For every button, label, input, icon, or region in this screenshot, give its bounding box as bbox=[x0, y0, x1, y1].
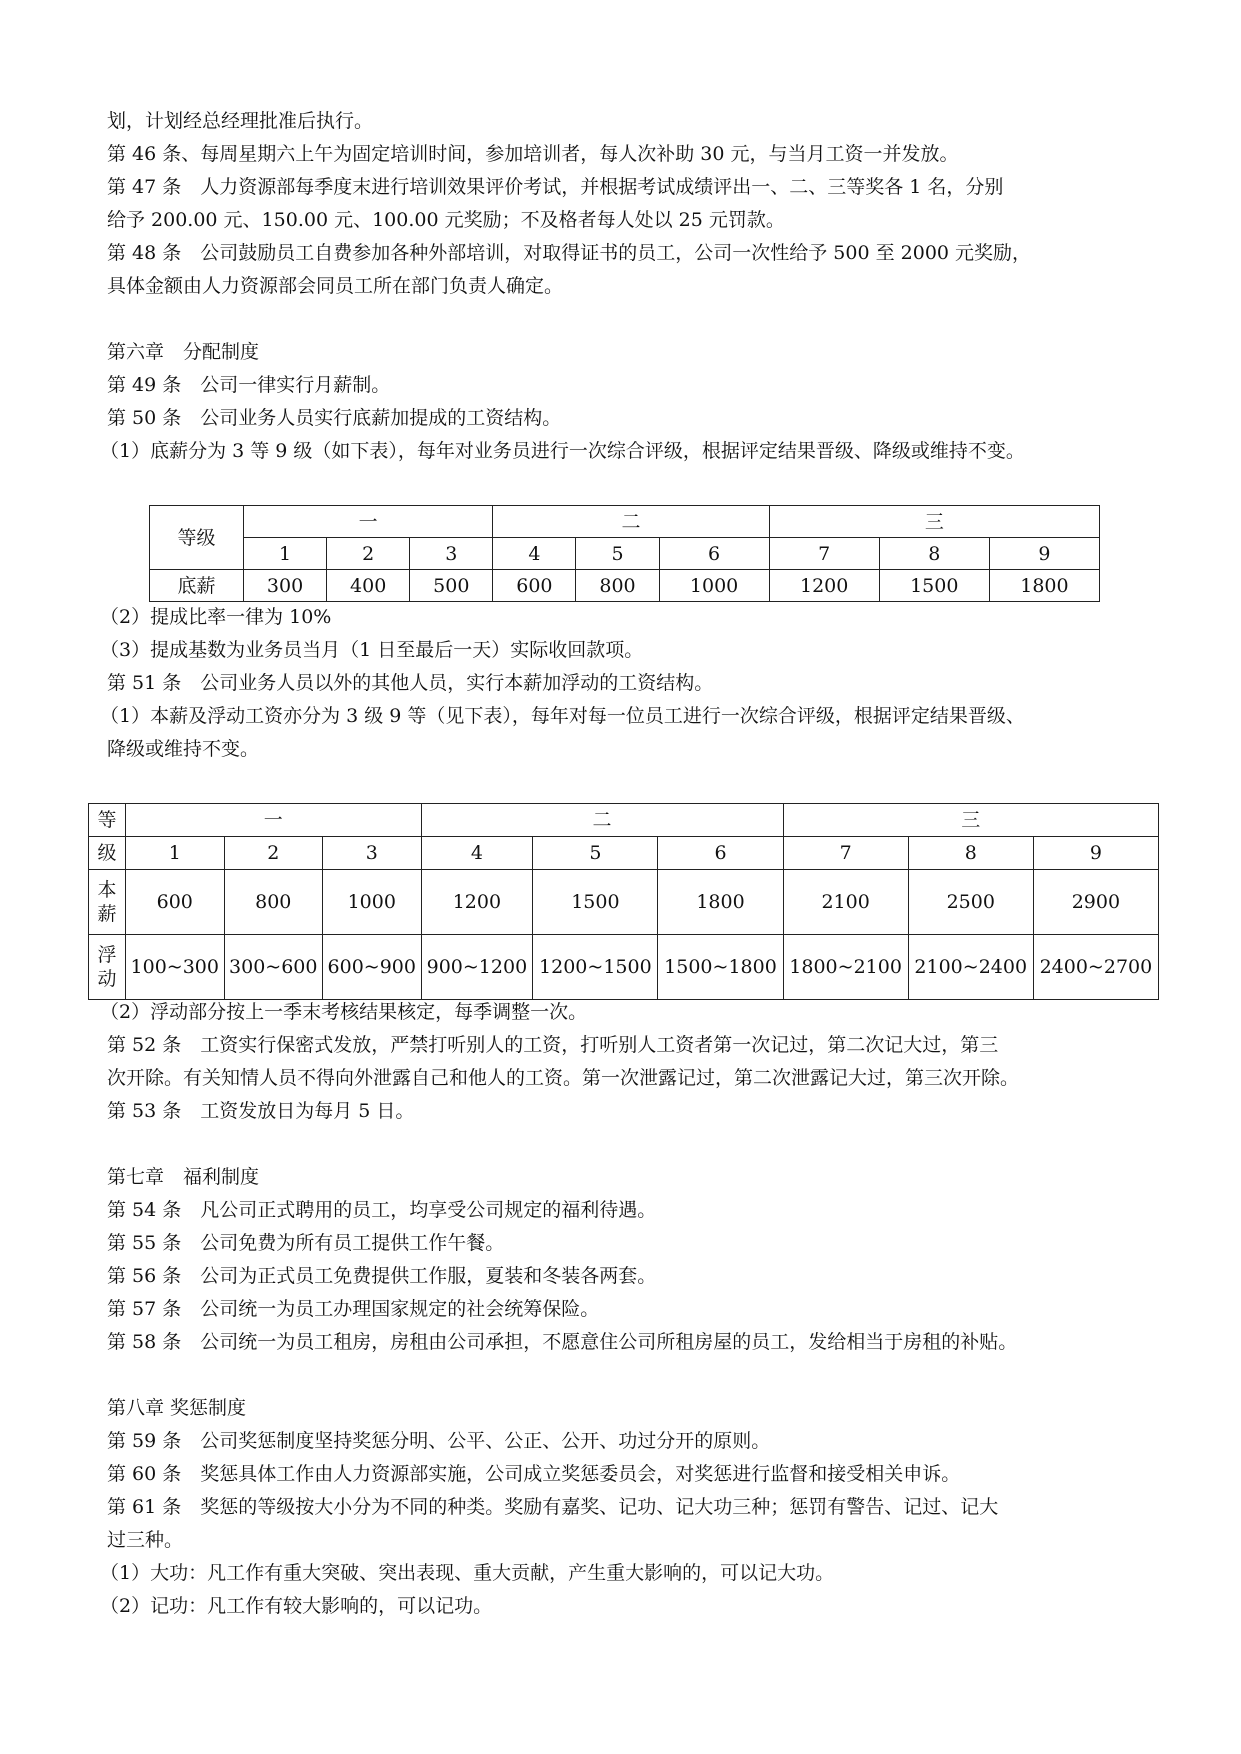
floating-pay-cell: 100~300 bbox=[126, 935, 225, 1000]
salary-cell: 800 bbox=[576, 570, 659, 602]
level-cell: 6 bbox=[658, 837, 783, 870]
group-header: 三 bbox=[783, 804, 1158, 837]
text-line: （1）底薪分为 3 等 9 级（如下表），每年对业务员进行一次综合评级，根据评定结果晋级、降级或维持不变。 bbox=[100, 440, 1025, 462]
article-50: 第 50 条 公司业务人员实行底薪加提成的工资结构。 bbox=[107, 407, 562, 429]
level-cell: 8 bbox=[908, 837, 1033, 870]
group-header: 二 bbox=[493, 506, 769, 538]
chapter-8-heading: 第八章 奖惩制度 bbox=[107, 1397, 247, 1419]
group-header: 三 bbox=[769, 506, 1099, 538]
group-header: 二 bbox=[421, 804, 783, 837]
article-54: 第 54 条 凡公司正式聘用的员工，均享受公司规定的福利待遇。 bbox=[107, 1199, 657, 1221]
article-46: 第 46 条、每周星期六上午为固定培训时间，参加培训者，每人次补助 30 元，与当月工资一并发放。 bbox=[107, 143, 959, 165]
article-58: 第 58 条 公司统一为员工租房，房租由公司承担，不愿意住公司所租房屋的员工，发给相当于房租的补贴。 bbox=[107, 1331, 1018, 1353]
label-char: 本 bbox=[97, 879, 117, 901]
text-line: （2）提成比率一律为 10% bbox=[100, 606, 332, 628]
level-cell: 7 bbox=[783, 837, 908, 870]
salary-cell: 300 bbox=[244, 570, 327, 602]
level-cell: 2 bbox=[327, 538, 410, 570]
article-48: 第 48 条 公司鼓励员工自费参加各种外部培训，对取得证书的员工，公司一次性给予 500 至 2000 元奖励， bbox=[107, 242, 1032, 264]
article-55: 第 55 条 公司免费为所有员工提供工作午餐。 bbox=[107, 1232, 505, 1254]
chapter-7-heading: 第七章 福利制度 bbox=[107, 1166, 260, 1188]
floating-pay-cell: 600~900 bbox=[323, 935, 422, 1000]
base-floating-salary-table bbox=[88, 803, 1159, 1000]
floating-pay-cell: 1200~1500 bbox=[533, 935, 658, 1000]
text-line: 过三种。 bbox=[107, 1529, 184, 1551]
salary-cell: 1500 bbox=[879, 570, 989, 602]
base-pay-cell: 2900 bbox=[1033, 870, 1158, 935]
salary-cell: 600 bbox=[493, 570, 576, 602]
row-label: 底薪 bbox=[150, 570, 244, 602]
level-cell: 3 bbox=[410, 538, 493, 570]
base-pay-cell: 1000 bbox=[323, 870, 422, 935]
base-salary-table bbox=[149, 505, 1100, 602]
article-56: 第 56 条 公司为正式员工免费提供工作服，夏装和冬装各两套。 bbox=[107, 1265, 657, 1287]
article-49: 第 49 条 公司一律实行月薪制。 bbox=[107, 374, 391, 396]
level-cell: 4 bbox=[421, 837, 533, 870]
text-line: 降级或维持不变。 bbox=[107, 738, 260, 760]
article-59: 第 59 条 公司奖惩制度坚持奖惩分明、公平、公正、公开、功过分开的原则。 bbox=[107, 1430, 771, 1452]
article-57: 第 57 条 公司统一为员工办理国家规定的社会统筹保险。 bbox=[107, 1298, 600, 1320]
article-53: 第 53 条 工资发放日为每月 5 日。 bbox=[107, 1100, 415, 1122]
level-cell: 6 bbox=[659, 538, 769, 570]
article-52: 第 52 条 工资实行保密式发放，严禁打听别人的工资，打听别人工资者第一次记过，第二次记大过，第三 bbox=[107, 1034, 999, 1056]
salary-cell: 1200 bbox=[769, 570, 879, 602]
grade-header: 等 bbox=[89, 804, 126, 837]
level-cell: 5 bbox=[533, 837, 658, 870]
label-char: 动 bbox=[97, 968, 117, 990]
group-header: 一 bbox=[244, 506, 493, 538]
article-47: 第 47 条 人力资源部每季度末进行培训效果评价考试，并根据考试成绩评出一、二、三等奖各 1 名，分别 bbox=[107, 176, 1004, 198]
level-cell: 8 bbox=[879, 538, 989, 570]
level-cell: 2 bbox=[224, 837, 323, 870]
salary-cell: 1800 bbox=[989, 570, 1099, 602]
article-51: 第 51 条 公司业务人员以外的其他人员，实行本薪加浮动的工资结构。 bbox=[107, 672, 714, 694]
salary-cell: 400 bbox=[327, 570, 410, 602]
floating-pay-cell: 900~1200 bbox=[421, 935, 533, 1000]
base-pay-cell: 2500 bbox=[908, 870, 1033, 935]
level-cell: 1 bbox=[126, 837, 225, 870]
grade-header: 级 bbox=[89, 837, 126, 870]
chapter-6-heading: 第六章 分配制度 bbox=[107, 341, 260, 363]
floating-pay-cell: 1800~2100 bbox=[783, 935, 908, 1000]
text-line: （2）浮动部分按上一季末考核结果核定，每季调整一次。 bbox=[100, 1001, 588, 1023]
grade-header: 等级 bbox=[150, 506, 244, 570]
floating-pay-cell: 2400~2700 bbox=[1033, 935, 1158, 1000]
text-line: 给予 200.00 元、150.00 元、100.00 元奖励；不及格者每人处以 25 元罚款。 bbox=[107, 209, 785, 231]
floating-pay-cell: 1500~1800 bbox=[658, 935, 783, 1000]
level-cell: 7 bbox=[769, 538, 879, 570]
base-pay-cell: 1800 bbox=[658, 870, 783, 935]
salary-cell: 1000 bbox=[659, 570, 769, 602]
floating-pay-label bbox=[89, 935, 126, 1000]
text-line: （3）提成基数为业务员当月（1 日至最后一天）实际收回款项。 bbox=[100, 639, 644, 661]
level-cell: 5 bbox=[576, 538, 659, 570]
group-header: 一 bbox=[126, 804, 422, 837]
text-line: （2）记功：凡工作有较大影响的，可以记功。 bbox=[100, 1595, 493, 1617]
base-pay-cell: 800 bbox=[224, 870, 323, 935]
text-line: 划，计划经总经理批准后执行。 bbox=[107, 110, 374, 132]
text-line: （1）本薪及浮动工资亦分为 3 级 9 等（见下表），每年对每一位员工进行一次综合评级，根据评定结果晋级、 bbox=[100, 705, 1025, 727]
article-61: 第 61 条 奖惩的等级按大小分为不同的种类。奖励有嘉奖、记功、记大功三种；惩罚有警告、记过、记大 bbox=[107, 1496, 999, 1518]
base-pay-cell: 2100 bbox=[783, 870, 908, 935]
level-cell: 3 bbox=[323, 837, 422, 870]
base-pay-label bbox=[89, 870, 126, 935]
floating-pay-cell: 2100~2400 bbox=[908, 935, 1033, 1000]
text-line: 具体金额由人力资源部会同员工所在部门负责人确定。 bbox=[107, 275, 564, 297]
text-line: （1）大功：凡工作有重大突破、突出表现、重大贡献，产生重大影响的，可以记大功。 bbox=[100, 1562, 835, 1584]
base-pay-cell: 600 bbox=[126, 870, 225, 935]
text-line: 次开除。有关知情人员不得向外泄露自己和他人的工资。第一次泄露记过，第二次泄露记大过，第三次开除。 bbox=[107, 1067, 1020, 1089]
floating-pay-cell: 300~600 bbox=[224, 935, 323, 1000]
level-cell: 9 bbox=[989, 538, 1099, 570]
level-cell: 4 bbox=[493, 538, 576, 570]
label-char: 浮 bbox=[97, 944, 117, 966]
base-pay-cell: 1200 bbox=[421, 870, 533, 935]
label-char: 薪 bbox=[97, 903, 117, 925]
salary-cell: 500 bbox=[410, 570, 493, 602]
level-cell: 9 bbox=[1033, 837, 1158, 870]
base-pay-cell: 1500 bbox=[533, 870, 658, 935]
article-60: 第 60 条 奖惩具体工作由人力资源部实施，公司成立奖惩委员会，对奖惩进行监督和接受相关申诉。 bbox=[107, 1463, 961, 1485]
level-cell: 1 bbox=[244, 538, 327, 570]
